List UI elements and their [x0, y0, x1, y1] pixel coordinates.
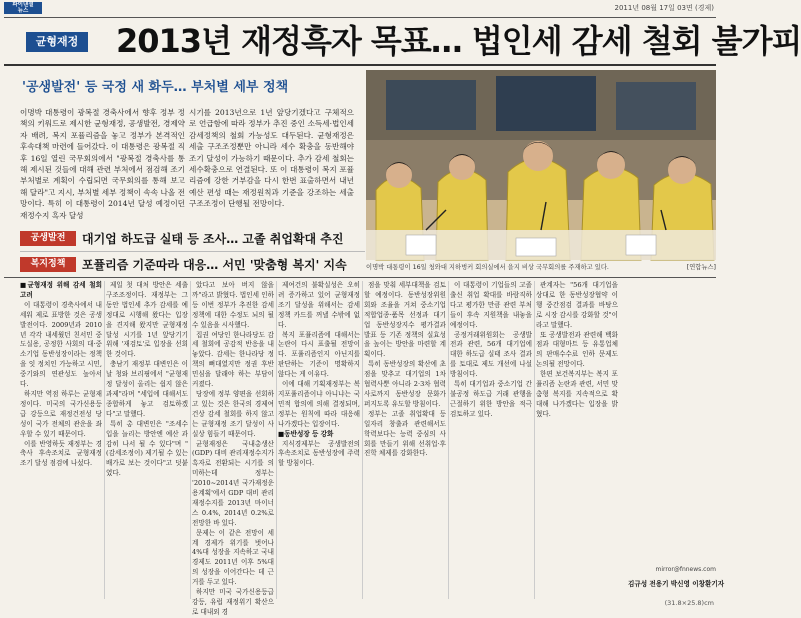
column-rule: [534, 281, 535, 599]
paragraph: 제일 첫 대처 방안은 세출 구조조정이다. 재정부는 그동안 법인세 추가 감세를 예정대로 시행해 왔다는 입장을 견지해 왔지만 균형재정 달성 시기를 1년 앞당기기 위해 '재검토'로 입장을 선회한 것이다.: [106, 281, 188, 359]
paragraph: 특히 동반성장의 확산에 초점을 맞추고 대기업의 1차 협력사뿐 아니라 2·3차 협력사로까지 동반성장 문화가 퍼지도록 유도할 방침이다.: [364, 360, 446, 408]
body-column-1: [20, 281, 102, 597]
section-tag: 균형재정: [26, 32, 88, 52]
column-rule: [104, 281, 105, 599]
paragraph: 이 대통령이 기업들의 고졸 출신 취업 확대를 바람직하다고 평가한 만큼 관련 부처들이 후속 지원책을 내놓을 예정이다.: [450, 281, 532, 329]
paragraph: 이 대통령이 경축사에서 내세워 제로 표방한 것은 공생발전이다. 2009년과 2010년 각각 내세웠던 친서민 중도실용, 공정한 사회의 대·중소기업 동반성장이라는 정책을 잇 정치인 가능하고 시민, 중기와의 연관성도 높아서다.: [20, 300, 102, 389]
paragraph: 균형재정은 국내총생산(GDP) 대비 관리재정수지가 흑자로 전환되는 시기를 의미하는데 정부는 '2010~2014년 국가재정운용계획'에서 GDP 대비 관리재정수지를 2013년 마이너스 0.4%, 2014년 0.2%로 전망한 바 있다.: [192, 439, 274, 527]
sub-headline: '공생발전' 등 국정 새 화두… 부처별 세부 정책: [22, 80, 289, 95]
headline-rule: [4, 64, 716, 66]
lead-column-2: 시기를 2013년으로 1년 앞당기겠다고 구체적으로 언급함에 따라 정부가 추진 중인 소득세·법인세 감세정책의 철회 가능성도 대두된다. 균형재정은 세출 구조조정뿐만 아니라 세수 확충을 동반해야 조기 달성이 가능하기 때문이다. 추가 감세 철회는 세수확충으로 연결된다. 또 이 대통령이 복지 포퓰리즘에 강한 거부감을 다시 한번 표출하면서 내년 예산 편성 때는 재정원칙과 기준을 강조하는 세출 구조조정이 단행될 전망이다.: [189, 108, 354, 209]
newspaper-logo: [4, 2, 42, 14]
paragraph: 관계자는 "56개 대기업을 상대로 한 동반성장협약 이행 중간점검 결과를 바탕으로 시장 감시를 강화할 것"이라고 말했다.: [536, 281, 618, 329]
body-column-3: [192, 281, 274, 616]
paragraph: 하지만 역점 하루는 균형재정이다. 미국의 국가신용등급 강등으로 재정건전성 당성이 국가 전체의 관운을 좌우할 수 있기 때문이다.: [20, 389, 102, 438]
section-heading: ■균형재정 위해 감세 철회 고려: [20, 281, 102, 299]
paragraph: 이를 반영하듯 재정부는 경축사 후속조치로 균형재정 조기 달성 점검에 나섰다.: [20, 439, 102, 468]
photo-caption-text: 이명박 대통령이 16일 청와대 지하벙커 회의실에서 을지 비상 국무회의를 주재하고 있다.: [366, 264, 609, 271]
body-column-4: [278, 281, 360, 597]
paragraph: 제여건의 불확실성은 오히려 증가하고 있어 균형재정 조기 달성을 위해서는 감세정책 카드를 꺼낼 수밖에 없다.: [278, 281, 360, 329]
logo-line1: 파이낸셜: [12, 2, 34, 8]
masthead: [4, 2, 716, 16]
paragraph: 또 공생발전과 관련해 백화점과 대형마트 등 유통업체의 판매수수료 인하 문제도 논의될 전망이다.: [536, 330, 618, 369]
paragraph: 점을 맞춰 세부대책을 검토할 예정이다. 동반성장위원회와 조율을 거쳐 중소기업 적합업종·품목 선정과 대기업 동반성장지수 평가결과 발표 등 기존 정책의 실효성을 높이는 방안을 마련할 계획이다.: [364, 281, 446, 359]
column-rule: [448, 281, 449, 599]
paragraph: 공정거래위원회는 공생발전과 관련, 56개 대기업에 대한 하도급 실태 조사 결과를 토대로 제도 개선에 나설 방침이다.: [450, 330, 532, 379]
paragraph: 았다고 보아 버지 않을까"라고 밝혔다. 법인세 인하 등 이번 정부가 추진한 감세정책에 대한 수정도 뇌의 될 수 있음을 시사했다.: [192, 281, 274, 329]
reporter-email: mirror@fnnews.com: [655, 566, 716, 573]
subhead-tag: 공생발전: [20, 231, 76, 246]
subhead-co-prosperity: [20, 229, 365, 249]
main-headline: 2013년 재정흑자 목표… 법인세 감세 철회 불가피: [116, 22, 801, 60]
paragraph: 하지만 미국 국가신용등급 강등, 유럽 재정위기 확산으로 대내외 경: [192, 588, 274, 616]
top-rule: [4, 17, 716, 18]
subhead-rule: [20, 251, 365, 252]
headline-row: [4, 19, 801, 63]
body-column-6: [450, 281, 532, 597]
subhead-tag: 복지정책: [20, 257, 76, 272]
photo-caption: [366, 262, 716, 274]
column-rule: [276, 281, 277, 599]
news-photo: [366, 70, 716, 260]
paragraph: 지식경제부는 공생발전의 후속조치로 동반성장에 주력할 방침이다.: [278, 439, 360, 468]
paragraph: 문제는 이 같은 전망이 세계 경제가 위기를 벗어나 4%대 성장을 지속하고 국내 경제도 2011년 이후 5%대의 성장을 이어간다는 데 근거를 두고 있다.: [192, 528, 274, 587]
lead-column-1: 이명박 대통령이 광복절 경축사에서 향후 정부 정책의 키워드로 제시한 균형재정, 공생발전, 경제약자 배려, 복지 포퓰리즘을 놓고 정부가 본격적인 후속대책 마련에 들어갔다. 이 대통령은 광복절 직후 16일 열린 국무회의에서 "광복절 경축사를 통해 제시된 것들에 대해 관련 부처에서 점검해 조기 부처별로 계획이 수립되면 국무회의를 통해 보고해 달라"고 지시, 부처별 세부 정책이 속속 나올 전망이다. 특히 이 대통령이 2014년 달성 예정이던 재정수지 흑자 달성: [20, 108, 185, 220]
subhead-text: 포퓰리즘 기준따라 대응… 서민 '맞춤형 복지' 지속: [82, 258, 347, 272]
body-column-5: [364, 281, 446, 597]
body-rule: [4, 277, 716, 278]
paragraph: 특히 대기업과 중소기업 간 불공정 하도급 거래 관행을 근절하기 위한 방안을 적극 검토하고 있다.: [450, 380, 532, 418]
cabinet-meeting-photo: [366, 70, 716, 260]
paragraph: 한편 보건복지부는 복지 포퓰리즘 논란과 관련, 서민 맞춤형 복지를 지속적으로 확대해 나가겠다는 입장을 밝혔다.: [536, 370, 618, 418]
column-rule: [362, 281, 363, 599]
paragraph: 당장에 정부 양편을 선회하고 있는 것은 한국의 경제여건상 감세 철회를 하지 않고는 균형재정 조기 달성이 사실상 힘들기 때문이다.: [192, 389, 274, 438]
paragraph: 특히 총 대변인은 "조세수입을 늘리는 방안엔 예산 과감히 나서 될 수 있다"며 "(감세조정이) 제기될 수 있는 배가로 보는 것이다"고 덧붙였다.: [106, 419, 188, 478]
paragraph: 집권 여당인 한나라당도 감세 철회에 공감적 반응을 내놓았다. 감세는 한나라당 정책의 뼈대였지만 정권 후반 민심을 달래야 하는 부담이 커졌다.: [192, 330, 274, 389]
body-column-2: [106, 281, 188, 597]
paragraph: 정부는 고졸 취업확대 등 일자리 창출과 관련해서도 학력보다는 능력 중심의 사회를 만들기 위해 선취업·후진학 체제를 강화한다.: [364, 409, 446, 458]
body-column-7: [536, 281, 618, 597]
column-rule: [190, 281, 191, 599]
section-heading: ■동반성장 등 강화: [278, 429, 334, 438]
paragraph: 복지 포퓰리즘에 대해서는 논란이 다시 표출될 전망이다. 포퓰리즘인지 아닌지를 판단하는 기준이 명확하지 않다는 게 이유다.: [278, 330, 360, 379]
paragraph: 충남기 재정부 대변인은 이날 청와 브리핑에서 "균형재정 달성이 올리는 쉽지 않은 과제"라며 "세입에 대해서도 종합하게 놓고 검토하겠다"고 말했다.: [106, 360, 188, 418]
subhead-text: 대기업 하도급 실태 등 조사… 고졸 취업확대 추진: [82, 232, 344, 246]
paragraph: 이에 대해 기획재정부는 복지포퓰리즘이냐 아니냐는 국민적 합의에 의해 결정되며, 정부는 원칙에 따라 대응해 나가겠다는 입장이다.: [278, 380, 360, 428]
dateline: 2011년 08월 17일 03면 (경제): [614, 4, 714, 12]
reporter-byline: 김규성 전용기 박신영 이창환기자: [628, 580, 725, 588]
logo-line2: 뉴스: [17, 8, 29, 14]
article-size: (31.8×25.8)cm: [664, 599, 714, 607]
subhead-welfare: [20, 255, 365, 275]
photo-credit: [연합뉴스]: [686, 264, 716, 271]
